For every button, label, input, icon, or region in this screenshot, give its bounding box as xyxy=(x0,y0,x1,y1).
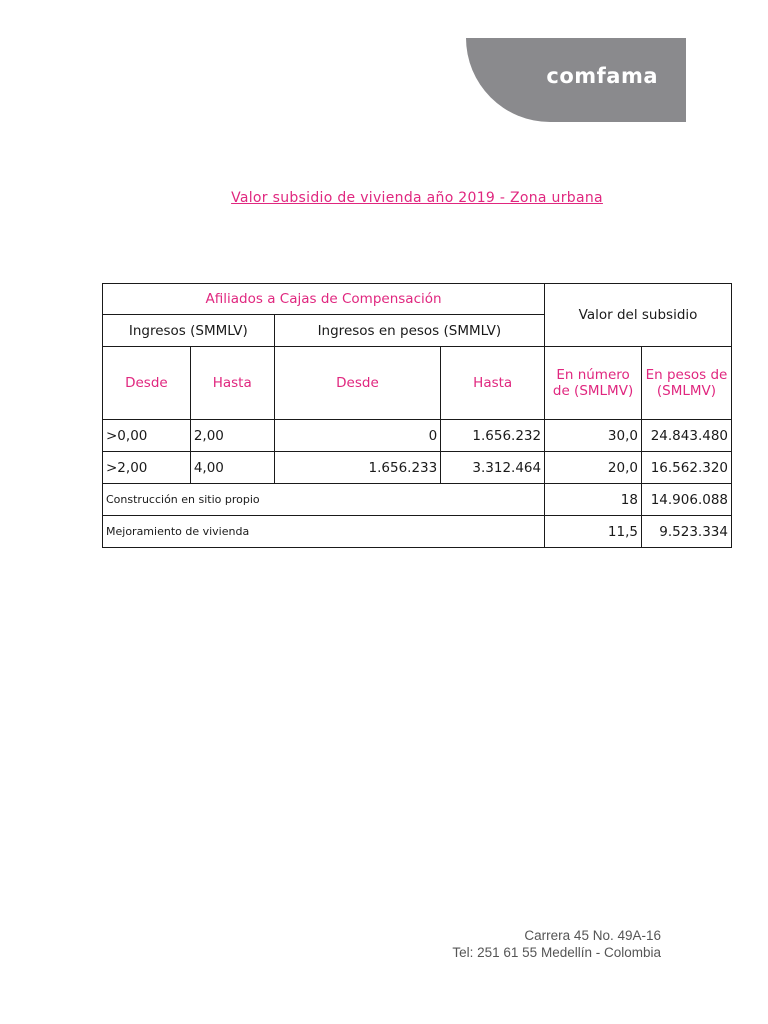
table-row xyxy=(103,452,732,484)
table-header-row xyxy=(103,284,732,315)
ingresos-pesos-header: Ingresos en pesos (SMMLV) xyxy=(274,315,544,347)
valor-pesos-cell: 14.906.088 xyxy=(641,484,731,516)
desde-smmlv-cell: >2,00 xyxy=(103,452,191,484)
hasta-pesos-cell: 3.312.464 xyxy=(441,452,545,484)
ingresos-smmlv-header: Ingresos (SMMLV) xyxy=(103,315,275,347)
brand-logo-banner xyxy=(466,38,686,122)
valor-numero-cell: 20,0 xyxy=(545,452,642,484)
table-column-header-row xyxy=(103,347,732,420)
group-header-cell: Afiliados a Cajas de Compensación xyxy=(103,284,545,315)
mejoramiento-label-cell: Mejoramiento de vivienda xyxy=(103,516,545,548)
en-numero-header: En número de (SMLMV) xyxy=(545,347,642,420)
valor-numero-cell: 18 xyxy=(545,484,642,516)
desde-pesos-cell: 0 xyxy=(274,420,441,452)
footer-phone-location: Tel: 251 61 55 Medellín - Colombia xyxy=(452,945,661,960)
valor-pesos-cell: 24.843.480 xyxy=(641,420,731,452)
desde-smmlv-cell: >0,00 xyxy=(103,420,191,452)
en-pesos-header: En pesos de (SMLMV) xyxy=(641,347,731,420)
subsidy-table xyxy=(102,283,732,548)
hasta-smmlv-header: Hasta xyxy=(190,347,274,420)
valor-numero-cell: 30,0 xyxy=(545,420,642,452)
brand-logo-text: comfama xyxy=(546,64,658,88)
hasta-smmlv-cell: 2,00 xyxy=(190,420,274,452)
valor-pesos-cell: 9.523.334 xyxy=(641,516,731,548)
document-title: Valor subsidio de vivienda año 2019 - Zona urbana xyxy=(231,190,603,206)
valor-pesos-cell: 16.562.320 xyxy=(641,452,731,484)
desde-pesos-header: Desde xyxy=(274,347,441,420)
construccion-label-cell: Construcción en sitio propio xyxy=(103,484,545,516)
table-row xyxy=(103,516,732,548)
footer-address: Carrera 45 No. 49A-16 xyxy=(524,928,661,943)
hasta-pesos-header: Hasta xyxy=(441,347,545,420)
hasta-smmlv-cell: 4,00 xyxy=(190,452,274,484)
valor-subsidio-header: Valor del subsidio xyxy=(545,284,732,347)
footer-contact xyxy=(452,927,661,961)
table-row xyxy=(103,484,732,516)
desde-pesos-cell: 1.656.233 xyxy=(274,452,441,484)
desde-smmlv-header: Desde xyxy=(103,347,191,420)
hasta-pesos-cell: 1.656.232 xyxy=(441,420,545,452)
valor-numero-cell: 11,5 xyxy=(545,516,642,548)
table-row xyxy=(103,420,732,452)
